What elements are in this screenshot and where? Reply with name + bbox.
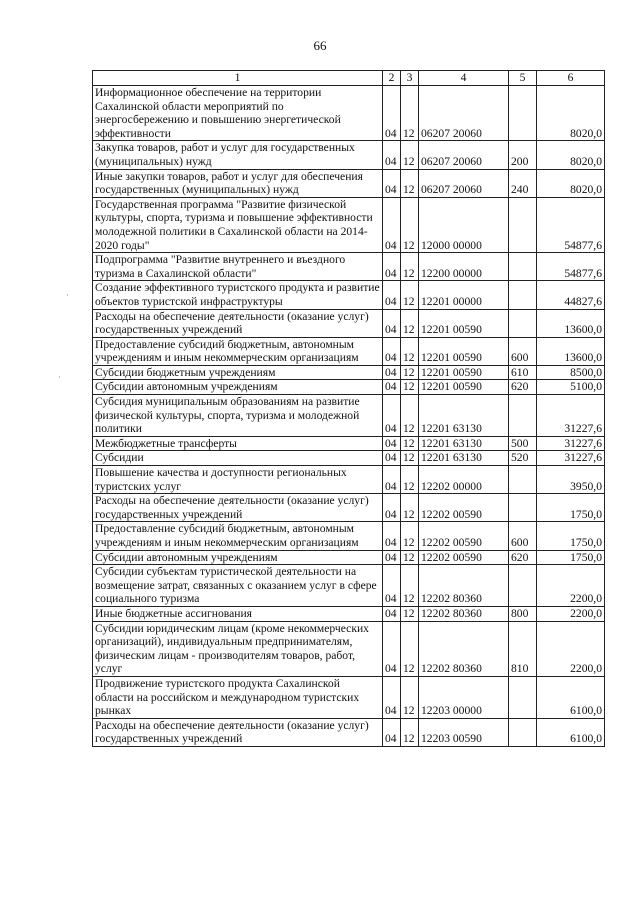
amount-cell: 31227,6 (537, 395, 605, 437)
table-body (93, 86, 605, 747)
row-name-cell: Закупка товаров, работ и услуг для государственных (муниципальных) нужд (93, 141, 383, 169)
row-name-cell: Продвижение туристского продукта Сахалинской области на российском и международном туристских рынках (93, 676, 383, 718)
target-article-cell: 12201 00590 (419, 365, 509, 380)
expense-type-cell (509, 676, 537, 718)
target-article-cell: 12202 00590 (419, 550, 509, 565)
section-cell: 04 (383, 436, 401, 451)
target-article-cell: 12201 00590 (419, 380, 509, 395)
expense-type-cell: 810 (509, 621, 537, 676)
section-cell: 04 (383, 197, 401, 252)
row-name-cell: Расходы на обеспечение деятельности (оказание услуг) государственных учреждений (93, 309, 383, 337)
row-name-cell: Субсидии автономным учреждениям (93, 380, 383, 395)
target-article-cell: 06207 20060 (419, 86, 509, 141)
section-cell: 04 (383, 676, 401, 718)
section-cell: 04 (383, 86, 401, 141)
table-row (93, 395, 605, 437)
amount-cell: 5100,0 (537, 380, 605, 395)
section-cell: 04 (383, 451, 401, 466)
column-header: 6 (537, 71, 605, 86)
subsection-cell: 12 (401, 621, 419, 676)
target-article-cell: 12203 00000 (419, 676, 509, 718)
column-header: 1 (93, 71, 383, 86)
table-row (93, 141, 605, 169)
table-row (93, 86, 605, 141)
expense-type-cell: 240 (509, 169, 537, 197)
subsection-cell: 12 (401, 395, 419, 437)
subsection-cell: 12 (401, 550, 419, 565)
column-header: 2 (383, 71, 401, 86)
subsection-cell: 12 (401, 197, 419, 252)
expense-type-cell (509, 395, 537, 437)
section-cell: 04 (383, 718, 401, 746)
table-row (93, 494, 605, 522)
target-article-cell: 12202 80360 (419, 606, 509, 621)
target-article-cell: 12201 63130 (419, 451, 509, 466)
target-article-cell: 06207 20060 (419, 169, 509, 197)
expense-type-cell (509, 253, 537, 281)
row-name-cell: Иные закупки товаров, работ и услуг для обеспечения государственных (муниципальных) нужд (93, 169, 383, 197)
section-cell: 04 (383, 365, 401, 380)
margin-speck: · (66, 290, 69, 300)
section-cell: 04 (383, 550, 401, 565)
row-name-cell: Субсидии автономным учреждениям (93, 550, 383, 565)
subsection-cell: 12 (401, 522, 419, 550)
table-header-row (93, 71, 605, 86)
expense-type-cell (509, 309, 537, 337)
target-article-cell: 12201 63130 (419, 436, 509, 451)
expense-type-cell: 610 (509, 365, 537, 380)
column-header: 4 (419, 71, 509, 86)
amount-cell: 44827,6 (537, 281, 605, 309)
table-row (93, 281, 605, 309)
subsection-cell: 12 (401, 494, 419, 522)
target-article-cell: 12202 80360 (419, 565, 509, 607)
section-cell: 04 (383, 395, 401, 437)
table-row (93, 451, 605, 466)
amount-cell: 54877,6 (537, 197, 605, 252)
subsection-cell: 12 (401, 365, 419, 380)
amount-cell: 2200,0 (537, 606, 605, 621)
table-row (93, 621, 605, 676)
section-cell: 04 (383, 606, 401, 621)
row-name-cell: Расходы на обеспечение деятельности (оказание услуг) государственных учреждений (93, 494, 383, 522)
target-article-cell: 12201 00590 (419, 337, 509, 365)
expense-type-cell (509, 494, 537, 522)
subsection-cell: 12 (401, 436, 419, 451)
row-name-cell: Расходы на обеспечение деятельности (оказание услуг) государственных учреждений (93, 718, 383, 746)
amount-cell: 54877,6 (537, 253, 605, 281)
target-article-cell: 12200 00000 (419, 253, 509, 281)
subsection-cell: 12 (401, 281, 419, 309)
target-article-cell: 12202 00590 (419, 494, 509, 522)
amount-cell: 2200,0 (537, 621, 605, 676)
amount-cell: 1750,0 (537, 522, 605, 550)
target-article-cell: 12203 00590 (419, 718, 509, 746)
target-article-cell: 12202 00000 (419, 466, 509, 494)
row-name-cell: Создание эффективного туристского продукта и развитие объектов туристской инфраструктуры (93, 281, 383, 309)
amount-cell: 31227,6 (537, 436, 605, 451)
row-name-cell: Подпрограмма "Развитие внутреннего и въездного туризма в Сахалинской области" (93, 253, 383, 281)
amount-cell: 6100,0 (537, 676, 605, 718)
section-cell: 04 (383, 141, 401, 169)
row-name-cell: Государственная программа "Развитие физической культуры, спорта, туризма и повышение эффективности молодежной политики в Сахалинской области на 2014-2020 годы" (93, 197, 383, 252)
target-article-cell: 12202 80360 (419, 621, 509, 676)
row-name-cell: Информационное обеспечение на территории Сахалинской области мероприятий по энергосбережению и повышению энергетической эффективности (93, 86, 383, 141)
amount-cell: 8020,0 (537, 141, 605, 169)
target-article-cell: 12201 00590 (419, 309, 509, 337)
expense-type-cell: 500 (509, 436, 537, 451)
expense-type-cell (509, 197, 537, 252)
table-row (93, 565, 605, 607)
table-row (93, 436, 605, 451)
subsection-cell: 12 (401, 606, 419, 621)
row-name-cell: Повышение качества и доступности региональных туристских услуг (93, 466, 383, 494)
subsection-cell: 12 (401, 565, 419, 607)
row-name-cell: Предоставление субсидий бюджетным, автономным учреждениям и иным некоммерческим организациям (93, 522, 383, 550)
row-name-cell: Субсидия муниципальным образованиям на развитие физической культуры, спорта, туризма и молодежной политики (93, 395, 383, 437)
expense-type-cell: 200 (509, 141, 537, 169)
target-article-cell: 12201 63130 (419, 395, 509, 437)
subsection-cell: 12 (401, 337, 419, 365)
target-article-cell: 12201 00000 (419, 281, 509, 309)
amount-cell: 6100,0 (537, 718, 605, 746)
row-name-cell: Предоставление субсидий бюджетным, автономным учреждениям и иным некоммерческим организациям (93, 337, 383, 365)
page-number: 66 (313, 38, 327, 53)
row-name-cell: Субсидии юридическим лицам (кроме некоммерческих организаций), индивидуальным предпринимателям, физическим лицам - производителям товаров, работ, услуг (93, 621, 383, 676)
amount-cell: 1750,0 (537, 494, 605, 522)
subsection-cell: 12 (401, 169, 419, 197)
section-cell: 04 (383, 522, 401, 550)
row-name-cell: Иные бюджетные ассигнования (93, 606, 383, 621)
amount-cell: 13600,0 (537, 309, 605, 337)
column-header: 5 (509, 71, 537, 86)
budget-table (92, 70, 605, 747)
section-cell: 04 (383, 253, 401, 281)
subsection-cell: 12 (401, 718, 419, 746)
amount-cell: 8020,0 (537, 86, 605, 141)
table-row (93, 197, 605, 252)
row-name-cell: Субсидии субъектам туристической деятельности на возмещение затрат, связанных с оказанием услуг в сфере социального туризма (93, 565, 383, 607)
expense-type-cell: 600 (509, 337, 537, 365)
table-row (93, 676, 605, 718)
expense-type-cell (509, 281, 537, 309)
amount-cell: 3950,0 (537, 466, 605, 494)
expense-type-cell (509, 466, 537, 494)
expense-type-cell: 800 (509, 606, 537, 621)
section-cell: 04 (383, 380, 401, 395)
subsection-cell: 12 (401, 253, 419, 281)
amount-cell: 8500,0 (537, 365, 605, 380)
column-header: 3 (401, 71, 419, 86)
table-row (93, 365, 605, 380)
expense-type-cell (509, 565, 537, 607)
target-article-cell: 06207 20060 (419, 141, 509, 169)
section-cell: 04 (383, 621, 401, 676)
table-row (93, 169, 605, 197)
subsection-cell: 12 (401, 380, 419, 395)
amount-cell: 1750,0 (537, 550, 605, 565)
subsection-cell: 12 (401, 466, 419, 494)
section-cell: 04 (383, 169, 401, 197)
table-row (93, 718, 605, 746)
table-row (93, 309, 605, 337)
amount-cell: 2200,0 (537, 565, 605, 607)
expense-type-cell: 520 (509, 451, 537, 466)
table-row (93, 550, 605, 565)
subsection-cell: 12 (401, 309, 419, 337)
section-cell: 04 (383, 494, 401, 522)
amount-cell: 13600,0 (537, 337, 605, 365)
table-row (93, 337, 605, 365)
expense-type-cell: 620 (509, 550, 537, 565)
expense-type-cell: 600 (509, 522, 537, 550)
expense-type-cell (509, 86, 537, 141)
subsection-cell: 12 (401, 451, 419, 466)
target-article-cell: 12000 00000 (419, 197, 509, 252)
amount-cell: 8020,0 (537, 169, 605, 197)
table-row (93, 466, 605, 494)
expense-type-cell: 620 (509, 380, 537, 395)
table-row (93, 380, 605, 395)
margin-speck: · (58, 372, 61, 382)
subsection-cell: 12 (401, 86, 419, 141)
subsection-cell: 12 (401, 676, 419, 718)
row-name-cell: Субсидии (93, 451, 383, 466)
expense-type-cell (509, 718, 537, 746)
subsection-cell: 12 (401, 141, 419, 169)
section-cell: 04 (383, 309, 401, 337)
section-cell: 04 (383, 337, 401, 365)
row-name-cell: Субсидии бюджетным учреждениям (93, 365, 383, 380)
row-name-cell: Межбюджетные трансферты (93, 436, 383, 451)
section-cell: 04 (383, 565, 401, 607)
section-cell: 04 (383, 466, 401, 494)
table-row (93, 522, 605, 550)
amount-cell: 31227,6 (537, 451, 605, 466)
target-article-cell: 12202 00590 (419, 522, 509, 550)
section-cell: 04 (383, 281, 401, 309)
table-row (93, 253, 605, 281)
table-row (93, 606, 605, 621)
